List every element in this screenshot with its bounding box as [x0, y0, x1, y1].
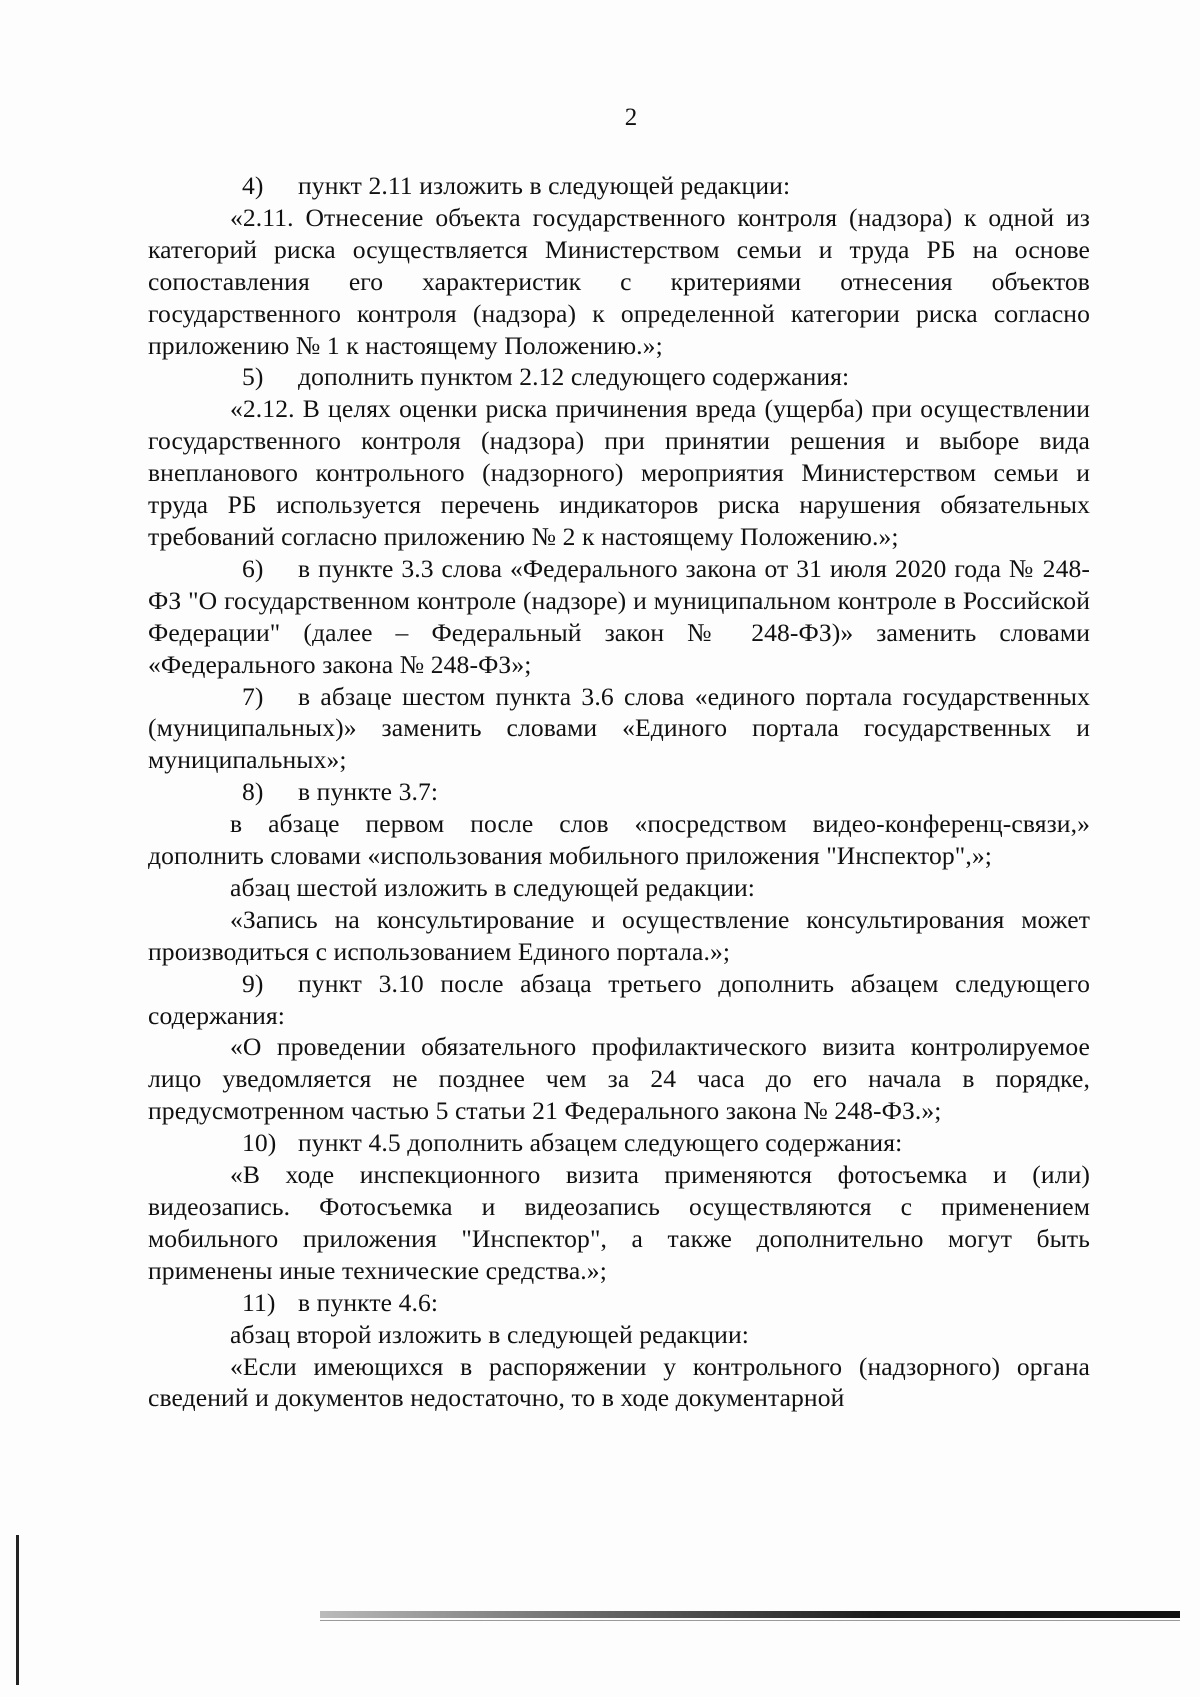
- quoted-inspection-visit: «В ходе инспекционного визита применяются фотосъемка и (или) видеозапись. Фотосъемка и видеозапись осуществляются с применением мобильного приложения "Инспектор", а также дополнительно могут быть применены иные технические средства.»;: [148, 1160, 1090, 1285]
- list-item-9: [148, 968, 1090, 1032]
- item-number: 5): [242, 362, 264, 392]
- list-item-4: [148, 170, 1090, 202]
- document-body: [148, 170, 1090, 1414]
- item-text: пункт 4.5 дополнить абзацем следующего содержания:: [298, 1128, 903, 1158]
- paragraph-first-abzac: в абзаце первом после слов «посредством видео-конференц-связи,» дополнить словами «использования мобильного приложения "Инспектор",»;: [148, 809, 1090, 871]
- list-item-7: [148, 681, 1090, 777]
- paragraph-second-abzac: абзац второй изложить в следующей редакции:: [230, 1319, 749, 1349]
- item-text: в пункте 3.3 слова «Федерального закона от 31 июля 2020 года № 248-ФЗ "О государственном контроле (надзоре) и муниципальном контроле в Российской Федерации" (далее – Федеральный закон № 248-ФЗ)» заменить словами «Федерального закона № 248-ФЗ»;: [148, 553, 1090, 679]
- item-number: 9): [242, 968, 264, 998]
- list-item-10: [148, 1127, 1090, 1159]
- item-text: дополнить пунктом 2.12 следующего содержания:: [298, 362, 850, 392]
- paragraph-sixth-abzac: абзац шестой изложить в следующей редакции:: [230, 872, 755, 902]
- quoted-clause-2-12: «2.12. В целях оценки риска причинения вреда (ущерба) при осуществлении государственного контроля (надзора) при принятии решения и выборе вида внепланового контрольного (надзорного) мероприятия Министерством семьи и труда РБ используется перечень индикаторов риска нарушения обязательных требований согласно приложению № 2 к настоящему Положению.»;: [148, 394, 1090, 551]
- scan-edge-mark: [16, 1535, 19, 1685]
- item-text: пункт 3.10 после абзаца третьего дополнить абзацем следующего содержания:: [148, 968, 1090, 1030]
- scan-bottom-rule: [320, 1611, 1180, 1618]
- scan-bottom-rule-thin: [320, 1620, 1180, 1621]
- item-number: 11): [242, 1287, 276, 1317]
- quoted-clause-2-11: «2.11. Отнесение объекта государственного контроля (надзора) к одной из категорий риска осуществляется Министерством семьи и труда РБ на основе сопоставления его характеристик с критериями отнесения объектов государственного контроля (надзора) к определенной категории риска согласно приложению № 1 к настоящему Положению.»;: [148, 202, 1090, 360]
- list-item-11: [148, 1287, 1090, 1319]
- item-number: 8): [242, 777, 264, 807]
- item-text: в пункте 3.7:: [298, 777, 439, 807]
- list-item-8: [148, 776, 1090, 808]
- item-text: пункт 2.11 изложить в следующей редакции:: [298, 171, 791, 200]
- item-number: 4): [242, 171, 264, 200]
- quoted-consultation: «Запись на консультирование и осуществление консультирования может производиться с использованием Единого портала.»;: [148, 904, 1090, 966]
- item-number: 10): [242, 1128, 277, 1158]
- item-text: в абзаце шестом пункта 3.6 слова «единого портала государственных (муниципальных)» заменить словами «Единого портала государственных и муниципальных»;: [148, 681, 1090, 775]
- list-item-6: [148, 553, 1090, 681]
- item-number: 7): [242, 681, 264, 711]
- item-text: в пункте 4.6:: [298, 1287, 439, 1317]
- item-number: 6): [242, 553, 264, 583]
- list-item-5: [148, 361, 1090, 393]
- quoted-preventive-visit: «О проведении обязательного профилактического визита контролируемое лицо уведомляется не позднее чем за 24 часа до его начала в порядке, предусмотренном частью 5 статьи 21 Федерального закона № 248-ФЗ.»;: [148, 1032, 1090, 1126]
- page-number: 2: [624, 104, 638, 131]
- quoted-documentary-check: «Если имеющихся в распоряжении у контрольного (надзорного) органа сведений и документов недостаточно, то в ходе документарной: [148, 1351, 1090, 1413]
